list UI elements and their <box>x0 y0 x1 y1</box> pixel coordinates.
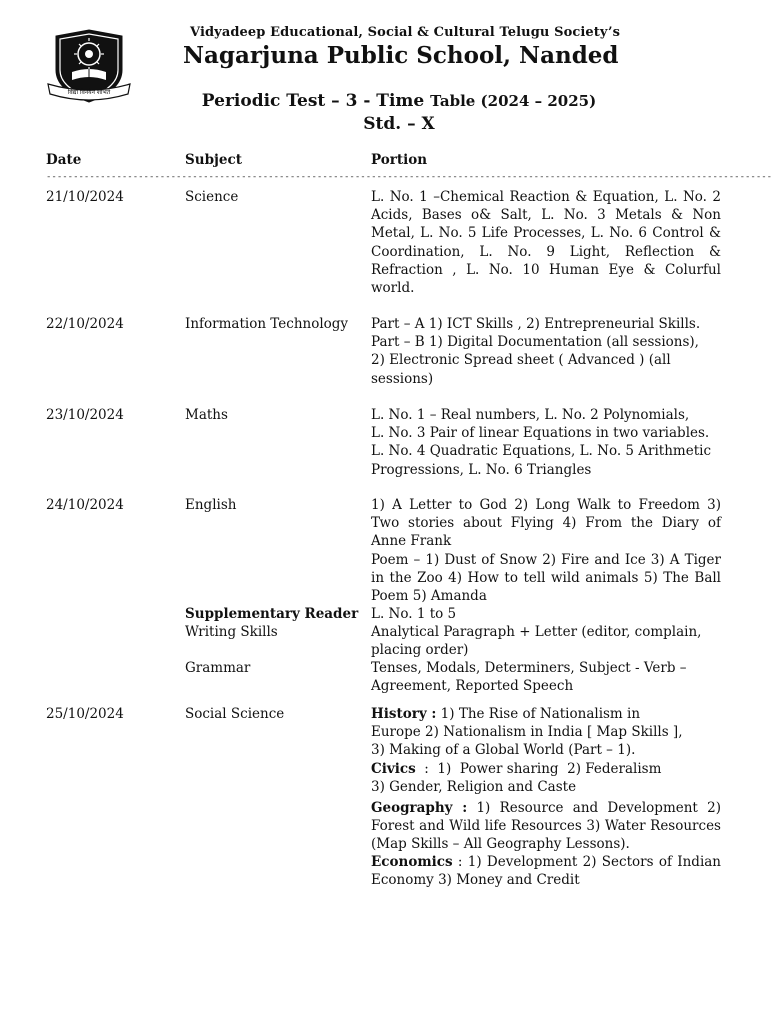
history-text: 1) The Rise of Nationalism in <box>436 706 641 722</box>
portion-line: Progressions, L. No. 6 Triangles <box>371 461 592 478</box>
sub-portion: Tenses, Modals, Determiners, Subject - Verb – Agreement, Reported Speech <box>371 660 687 695</box>
row-date: 21/10/2024 <box>46 189 124 205</box>
row-portion <box>371 315 721 388</box>
civics-label: Civics <box>371 760 416 777</box>
portion-line: L. No. 3 Pair of linear Equations in two variables. <box>371 425 710 442</box>
header-divider: -------------------------------------------------------------------------------------------------------------------------------------- <box>46 172 772 182</box>
row-subject: Science <box>185 189 239 205</box>
row-date: 24/10/2024 <box>46 497 124 513</box>
portion-poem: Poem – 1) Dust of Snow 2) Fire and Ice 3) A Tiger in the Zoo 4) How to tell wild animals 5) The Ball Poem 5) Amanda <box>371 552 721 605</box>
civics-line <box>371 760 721 778</box>
sub-subject-supplementary: Supplementary Reader <box>185 606 359 622</box>
school-name: Nagarjuna Public School, Nanded <box>183 42 619 69</box>
row-date: 22/10/2024 <box>46 316 124 332</box>
history-line <box>371 705 721 723</box>
logo-motto: विद्या विनयेन शोभते <box>67 89 111 96</box>
portion-line: sessions) <box>371 370 434 387</box>
row-portion <box>371 406 721 479</box>
history-line: 3) Making of a Global World (Part – 1). <box>371 742 636 759</box>
col-header-subject: Subject <box>185 152 242 168</box>
row-subject: Information Technology <box>185 316 349 332</box>
civics-text: : 1) Power sharing 2) Federalism <box>415 760 662 777</box>
portion-line: L. No. 4 Quadratic Equations, L. No. 5 Arithmetic <box>371 443 712 460</box>
row-subject: Maths <box>185 407 228 423</box>
portion-line: Part – A 1) ICT Skills , 2) Entrepreneurial Skills. <box>371 316 701 332</box>
row-date: 23/10/2024 <box>46 407 124 423</box>
history-portion <box>371 705 721 796</box>
history-line: Europe 2) Nationalism in India [ Map Skills ], <box>371 724 683 741</box>
portion-prose: 1) A Letter to God 2) Long Walk to Freedom 3) Two stories about Flying 4) From the Diary of Anne Frank <box>371 497 721 550</box>
portion-line: 2) Electronic Spread sheet ( Advanced ) (all <box>371 352 671 369</box>
geography-label: Geography : <box>371 800 468 816</box>
geography-portion <box>371 799 721 854</box>
economics-label: Economics <box>371 854 453 870</box>
society-name: Vidyadeep Educational, Social & Cultural Telugu Society’s <box>190 25 621 40</box>
row-portion: L. No. 1 –Chemical Reaction & Equation, L. No. 2 Acids, Bases o& Salt, L. No. 3 Metals & Non Metal, L. No. 5 Life Processes, L. No. 6 Control & Coordination, L. No. 9 Light, Reflection & Refraction , L. No. 10 Human Eye & Colurful world. <box>371 189 721 297</box>
test-title-year: Table (2024 – 2025) <box>430 92 597 110</box>
standard-label: Std. – X <box>363 114 435 134</box>
row-date: 25/10/2024 <box>46 706 124 722</box>
sub-portion: Analytical Paragraph + Letter (editor, complain, placing order) <box>371 624 702 659</box>
col-header-portion: Portion <box>371 152 428 168</box>
civics-line: 3) Gender, Religion and Caste <box>371 778 577 795</box>
row-subject: English <box>185 497 237 513</box>
portion-line: L. No. 1 – Real numbers, L. No. 2 Polynomials, <box>371 407 690 423</box>
row-subject: Social Science <box>185 706 285 722</box>
test-title-main: Periodic Test – 3 - Time <box>201 91 425 111</box>
history-label: History : <box>371 706 437 722</box>
sub-portion: L. No. 1 to 5 <box>371 606 457 622</box>
sub-subject-writing: Writing Skills <box>185 624 278 640</box>
portion-line: Part – B 1) Digital Documentation (all sessions), <box>371 334 699 351</box>
test-title <box>0 91 768 111</box>
sub-subject-grammar: Grammar <box>185 660 251 676</box>
economics-text: : 1) Development 2) Sectors of Indian Economy 3) Money and Credit <box>371 854 721 889</box>
col-header-date: Date <box>46 152 82 168</box>
economics-portion <box>371 853 721 889</box>
geography-text: 1) Resource and Development 2) Forest and Wild life Resources 3) Water Resources (Map Skills – All Geography Lessons). <box>371 800 721 853</box>
